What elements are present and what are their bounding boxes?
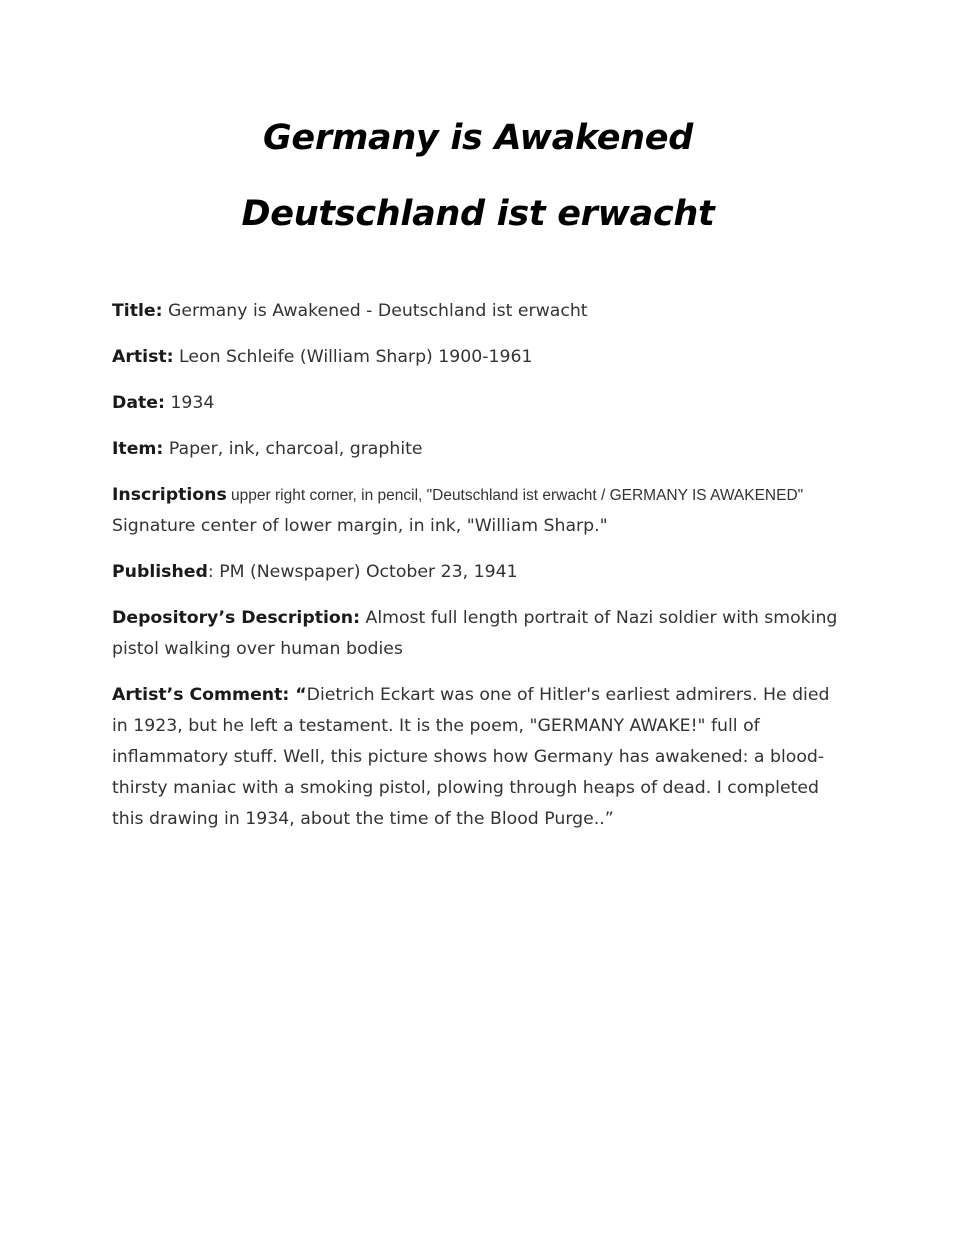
heading-german: Deutschland ist erwacht <box>241 194 715 234</box>
inscriptions-value-part2: Signature center of lower margin, in ink, "William Sharp." <box>112 516 608 536</box>
title-field <box>112 296 842 327</box>
published-field <box>112 557 842 588</box>
title-value: Germany is Awakened - Deutschland ist erwacht <box>162 301 588 321</box>
item-field <box>112 434 842 465</box>
artist-label: Artist: <box>112 347 174 367</box>
inscriptions-value-part1: upper right corner, in pencil, "Deutschland ist erwacht / GERMANY IS AWAKENED" <box>226 487 804 504</box>
artist-value: Leon Schleife (William Sharp) 1900-1961 <box>173 347 533 367</box>
date-label: Date: <box>112 393 165 413</box>
title-label: Title: <box>112 301 163 321</box>
heading-english: Germany is Awakened <box>263 118 693 158</box>
inscriptions-label: Inscriptions <box>112 485 227 505</box>
comment-label: Artist’s Comment: “ <box>112 685 307 705</box>
description-field <box>112 603 842 665</box>
description-value: Almost full length portrait of Nazi soldier with smoking pistol walking over human bodies <box>112 608 838 659</box>
item-label: Item: <box>112 439 164 459</box>
comment-field <box>112 680 842 835</box>
metadata-section <box>112 296 842 850</box>
published-value: : PM (Newspaper) October 23, 1941 <box>207 562 518 582</box>
date-field <box>112 388 842 419</box>
inscriptions-field <box>112 480 842 542</box>
comment-value: Dietrich Eckart was one of Hitler's earliest admirers. He died in 1923, but he left a testament. It is the poem, "GERMANY AWAKE!" full of inflammatory stuff. Well, this picture shows how Germany has awakened: a blood-thirsty maniac with a smoking pistol, plowing through heaps of dead. I completed this drawing in 1934, about the time of the Blood Purge..” <box>112 685 830 829</box>
description-label: Depository’s Description: <box>112 608 360 628</box>
published-label: Published <box>112 562 208 582</box>
item-value: Paper, ink, charcoal, graphite <box>163 439 423 459</box>
date-value: 1934 <box>164 393 215 413</box>
artist-field <box>112 342 842 373</box>
